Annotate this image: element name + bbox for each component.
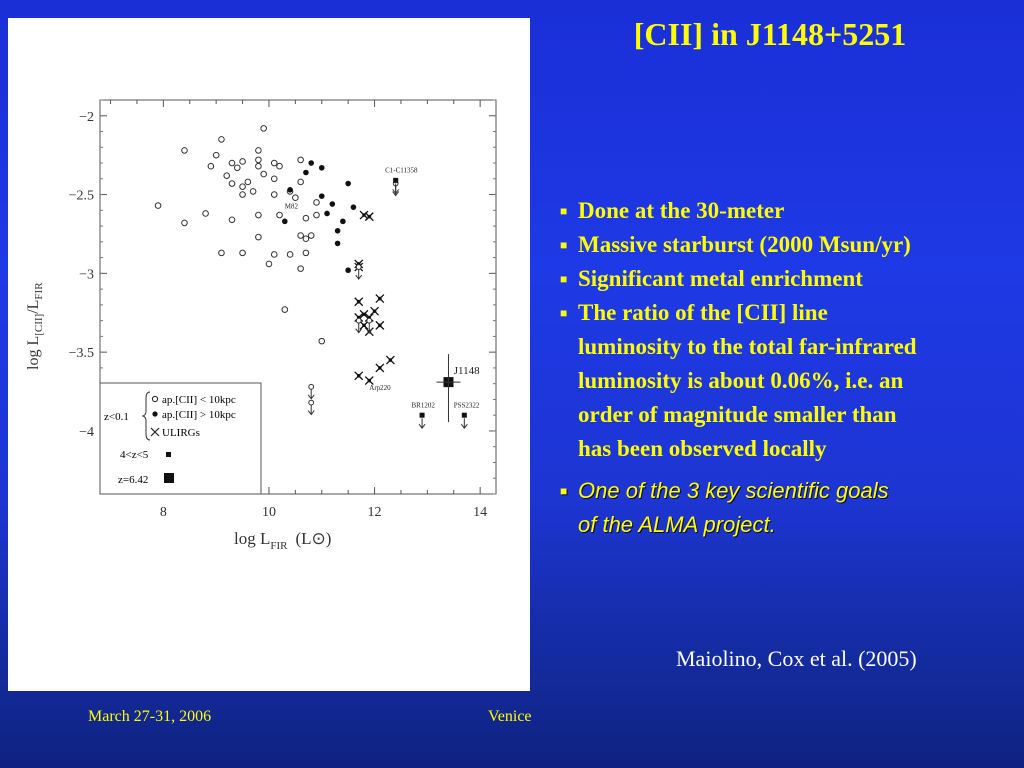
upper-limit-arrow: [461, 418, 467, 428]
open-circle-point: [234, 165, 240, 171]
open-circle-point: [298, 157, 304, 163]
x-tick-label: 10: [261, 505, 276, 520]
open-circle-point: [155, 203, 161, 209]
bullet-text: Significant metal enrichment: [578, 266, 863, 291]
open-circle-point: [303, 250, 309, 256]
upper-limit-arrow: [419, 418, 425, 428]
arrow-origin-marker: [309, 400, 314, 405]
open-circle-point: [256, 163, 262, 169]
open-circle-point: [303, 215, 309, 221]
point-annotation: M82: [284, 202, 299, 211]
bullet-item: [558, 474, 1008, 542]
bullet-text: The ratio of the [CII] line: [578, 300, 828, 325]
arrow-origin-marker: [367, 318, 372, 323]
filled-circle-point: [345, 181, 351, 187]
legend: [100, 383, 261, 494]
ulirg-center-dot: [367, 215, 371, 219]
point-annotation: PSS2322: [453, 401, 480, 410]
bullet-text: Done at the 30-meter: [578, 198, 785, 223]
point-annotation: J1148: [453, 365, 480, 378]
open-circle-point: [182, 148, 188, 154]
filled-circle-point: [303, 170, 309, 176]
open-circle-point: [287, 252, 293, 258]
open-circle-point: [250, 189, 256, 195]
open-circle-point: [261, 126, 267, 132]
x-axis-label: $\log L_{FIR}$ (L⊙): [234, 529, 332, 552]
filled-circle-point: [282, 219, 288, 225]
y-axis-label: $\log L_{[CII]}/L_{FIR}$: [25, 282, 45, 370]
open-circle-point: [282, 307, 288, 313]
open-circle-point: [308, 233, 314, 239]
open-circle-point: [219, 137, 225, 143]
legend-small-square-icon: [166, 452, 171, 457]
point-annotation: C1-C11358: [385, 166, 418, 175]
open-circle-point: [208, 163, 214, 169]
open-circle-point: [298, 179, 304, 185]
open-circle-point: [298, 266, 304, 272]
legend-big-square-icon: [164, 473, 174, 483]
highz-square-point: [420, 413, 425, 418]
alma-line: One of the 3 key scientific goals: [578, 478, 889, 503]
legend-group3: z=6.42: [118, 474, 149, 486]
filled-circle-point: [319, 165, 325, 171]
open-circle-point: [213, 152, 219, 158]
legend-open-circle-icon: [152, 396, 157, 401]
open-circle-point: [271, 176, 277, 182]
open-circle-point: [229, 160, 235, 166]
figure-panel: [8, 18, 530, 691]
open-circle-point: [271, 160, 277, 166]
open-circle-point: [319, 338, 325, 344]
ulirg-center-dot: [357, 300, 361, 304]
filled-circle-point: [324, 211, 330, 217]
open-circle-point: [261, 171, 267, 177]
filled-circle-point: [287, 187, 293, 193]
arrow-origin-marker: [356, 318, 361, 323]
open-circle-point: [303, 236, 309, 242]
open-circle-point: [298, 233, 304, 239]
open-circle-point: [277, 212, 283, 218]
square-bullet-icon: ■: [560, 204, 568, 218]
y-tick-label: −3.5: [68, 346, 94, 362]
x-tick-label: 8: [159, 505, 167, 520]
square-bullet-icon: ■: [560, 484, 568, 498]
ulirg-center-dot: [357, 374, 361, 378]
y-tick-label: −3: [79, 267, 94, 283]
x-tick-label: 14: [473, 505, 488, 520]
ulirg-center-dot: [367, 379, 371, 383]
filled-circle-point: [340, 219, 346, 225]
ulirg-center-dot: [378, 324, 382, 328]
y-tick-label: −4: [79, 424, 94, 440]
y-tick-label: −2.5: [68, 188, 94, 204]
square-bullet-icon: ■: [560, 306, 568, 320]
open-circle-point: [240, 250, 246, 256]
ulirg-center-dot: [378, 366, 382, 370]
ulirg-center-dot: [389, 358, 393, 362]
slide-title: [CII] in J1148+5251: [633, 16, 907, 52]
bullet-text-line: luminosity to the total far-infrared: [578, 334, 917, 359]
open-circle-point: [229, 181, 235, 187]
bullet-text: Massive starburst (2000 Msun/yr): [578, 232, 911, 257]
open-circle-point: [245, 179, 251, 185]
bullet-item: [558, 194, 1008, 228]
open-circle-point: [203, 211, 209, 217]
open-circle-point: [219, 250, 225, 256]
open-circle-point: [314, 212, 320, 218]
open-circle-point: [271, 252, 277, 258]
ulirg-center-dot: [362, 324, 366, 328]
x-tick-label: 12: [367, 505, 382, 520]
filled-circle-point: [345, 267, 351, 273]
footer-date: March 27-31, 2006: [88, 708, 212, 725]
filled-circle-point: [308, 160, 314, 166]
bullet-item: [558, 228, 1008, 262]
bullet-text-line: luminosity is about 0.06%, i.e. an: [578, 368, 904, 393]
open-circle-point: [271, 192, 277, 198]
open-circle-point: [240, 184, 246, 190]
ulirg-center-dot: [378, 297, 382, 301]
bullet-list: [558, 194, 1008, 466]
bullet-text-line: order of magnitude smaller than: [578, 402, 897, 427]
highz-square-point: [462, 413, 467, 418]
open-circle-point: [314, 200, 320, 206]
legend-group1: z<0.1: [104, 411, 129, 423]
filled-circle-point: [335, 241, 341, 247]
point-annotation: BR1202: [411, 401, 435, 410]
footer-venue: Venice: [488, 708, 532, 725]
open-circle-point: [182, 220, 188, 226]
open-circle-point: [240, 192, 246, 198]
alma-note: [558, 474, 1008, 542]
alma-line: of the ALMA project.: [578, 512, 776, 537]
arrow-origin-marker: [309, 384, 314, 389]
legend-entry-2: ap.[CII] > 10kpc: [162, 409, 236, 421]
highz-square-point: [393, 178, 398, 183]
open-circle-point: [256, 212, 262, 218]
open-circle-point: [224, 173, 230, 179]
open-circle-point: [277, 163, 283, 169]
citation: Maiolino, Cox et al. (2005): [676, 646, 917, 671]
bullet-text-line: has been observed locally: [578, 436, 827, 461]
filled-circle-point: [335, 228, 341, 234]
open-circle-point: [293, 195, 299, 201]
ulirg-center-dot: [362, 213, 366, 217]
square-bullet-icon: ■: [560, 238, 568, 252]
filled-circle-point: [319, 193, 325, 199]
open-circle-point: [266, 261, 272, 267]
bullet-item: [558, 262, 1008, 296]
filled-circle-point: [351, 204, 357, 210]
arrow-origin-marker: [356, 265, 361, 270]
y-tick-label: −2: [79, 109, 94, 125]
legend-filled-circle-icon: [152, 411, 157, 416]
scatter-chart: [8, 18, 530, 691]
legend-entry-1: ap.[CII] < 10kpc: [162, 394, 236, 406]
open-circle-point: [256, 234, 262, 240]
open-circle-point: [256, 148, 262, 154]
ulirg-center-dot: [373, 309, 377, 313]
open-circle-point: [240, 159, 246, 165]
square-bullet-icon: ■: [560, 272, 568, 286]
point-annotation: Arp220: [369, 383, 391, 392]
legend-entry-3: ULIRGs: [162, 427, 200, 439]
open-circle-point: [256, 157, 262, 163]
filled-circle-point: [330, 201, 336, 207]
legend-group2: 4<z<5: [120, 449, 149, 461]
open-circle-point: [229, 217, 235, 223]
bullet-item: [558, 296, 1008, 466]
